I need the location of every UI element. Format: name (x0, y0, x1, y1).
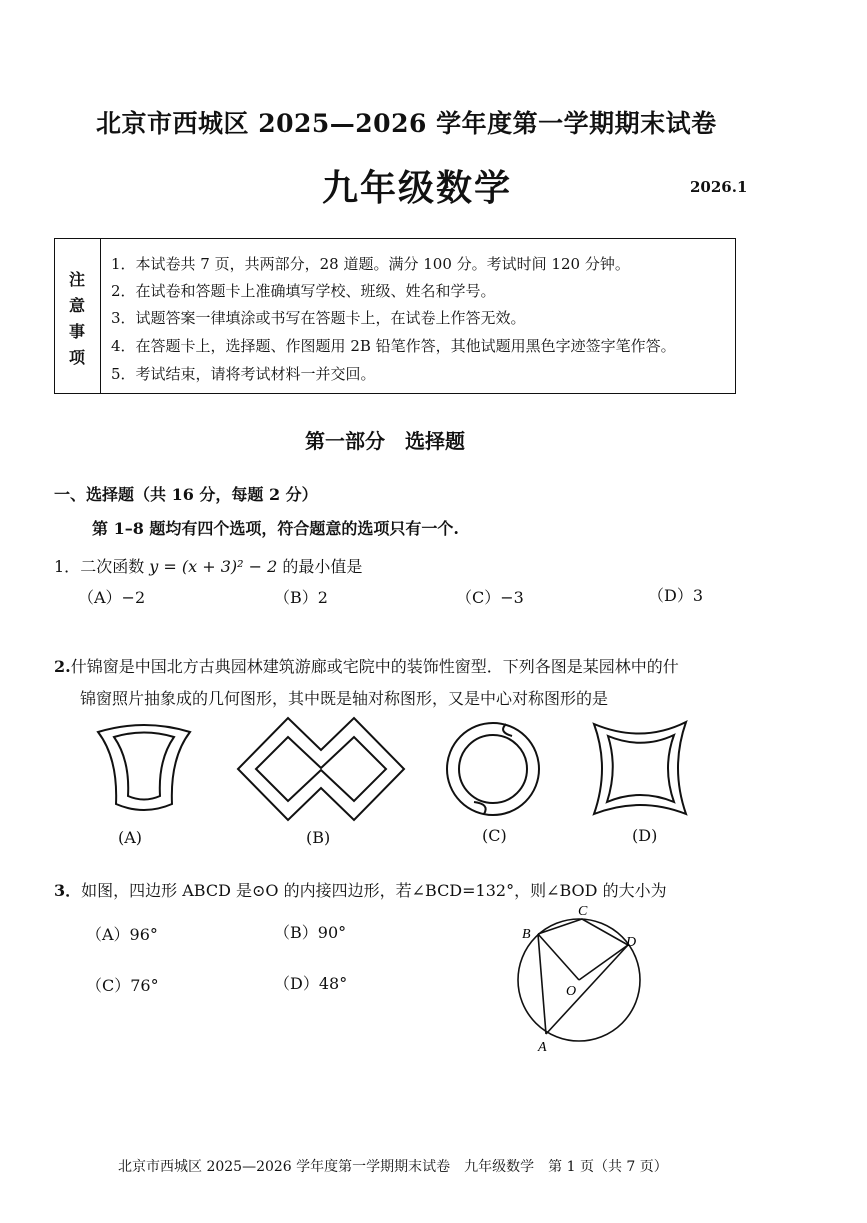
notice-item: 2．在试卷和答题卡上准确填写学校、班级、姓名和学号。 (111, 282, 496, 300)
figure-label-c: (C) (482, 826, 507, 845)
notice-heading: 注意事项 (69, 270, 86, 367)
section-note: 第 1–8 题均有四个选项，符合题意的选项只有一个. (92, 519, 459, 538)
option-b: （B）2 (274, 588, 328, 607)
point-label-d: D (626, 935, 637, 950)
question-stem: 如图，四边形 ABCD 是⊙O 的内接四边形，若∠BCD=132°，则∠BOD 的大小为 (81, 881, 667, 900)
question-1 (54, 554, 362, 577)
notice-item: 4．在答题卡上，选择题、作图题用 2B 铅笔作答，其他试题用黑色字迹签字笔作答。 (111, 337, 676, 355)
page-footer: 北京市西城区 2025—2026 学年度第一学期期末试卷 九年级数学 第 1 页（共 7 页） (118, 1159, 668, 1175)
exam-title: 北京市西城区 2025—2026 学年度第一学期期末试卷 (96, 109, 717, 138)
option-d: （D）48° (274, 974, 348, 993)
point-label-b: B (522, 927, 531, 942)
exam-date: 2026.1 (690, 178, 748, 196)
notice-item: 3．试题答案一律填涂或书写在答题卡上，在试卷上作答无效。 (111, 309, 526, 327)
question-2-line2: 锦窗照片抽象成的几何图形，其中既是轴对称图形，又是中心对称图形的是 (80, 689, 609, 708)
question-number: 1． (54, 557, 81, 576)
figure-c (444, 720, 542, 818)
point-label-o: O (566, 984, 577, 999)
notice-item: 1．本试卷共 7 页，共两部分，28 道题。满分 100 分。考试时间 120 分钟。 (111, 255, 630, 273)
figure-label-a: (A) (118, 828, 143, 847)
option-b: （B）90° (274, 923, 347, 942)
question-stem-line1: 什锦窗是中国北方古典园林建筑游廊或宅院中的装饰性窗型．下列各图是某园林中的什 (70, 657, 679, 676)
option-a: （A）96° (86, 925, 158, 944)
figure-b (236, 716, 406, 822)
notice-box (54, 238, 736, 394)
inscribed-quadrilateral-figure (500, 902, 660, 1062)
option-d: （D）3 (648, 586, 704, 605)
figure-label-d: (D) (632, 826, 658, 845)
notice-item: 5．考试结束，请将考试材料一并交回。 (111, 365, 376, 383)
point-label-a: A (538, 1040, 547, 1055)
figure-d (590, 718, 690, 818)
part-title: 第一部分 选择题 (305, 429, 465, 453)
option-c: （C）−3 (456, 588, 524, 607)
question-3 (54, 878, 667, 901)
question-stem-suffix: 的最小值是 (277, 557, 363, 576)
option-a: （A）−2 (78, 588, 146, 607)
exam-subtitle: 九年级数学 (322, 167, 513, 209)
question-formula: y = (x + 3)² − 2 (149, 557, 278, 576)
section-title: 一、选择题（共 16 分，每题 2 分） (54, 485, 318, 504)
question-number: 2. (54, 657, 71, 676)
question-2 (54, 654, 679, 677)
figure-label-b: (B) (306, 828, 331, 847)
point-label-c: C (578, 904, 588, 919)
figure-a (96, 720, 192, 812)
notice-heading-cell (55, 239, 101, 393)
question-number: 3． (54, 881, 82, 900)
question-stem: 二次函数 (80, 557, 150, 576)
option-c: （C）76° (86, 976, 159, 995)
